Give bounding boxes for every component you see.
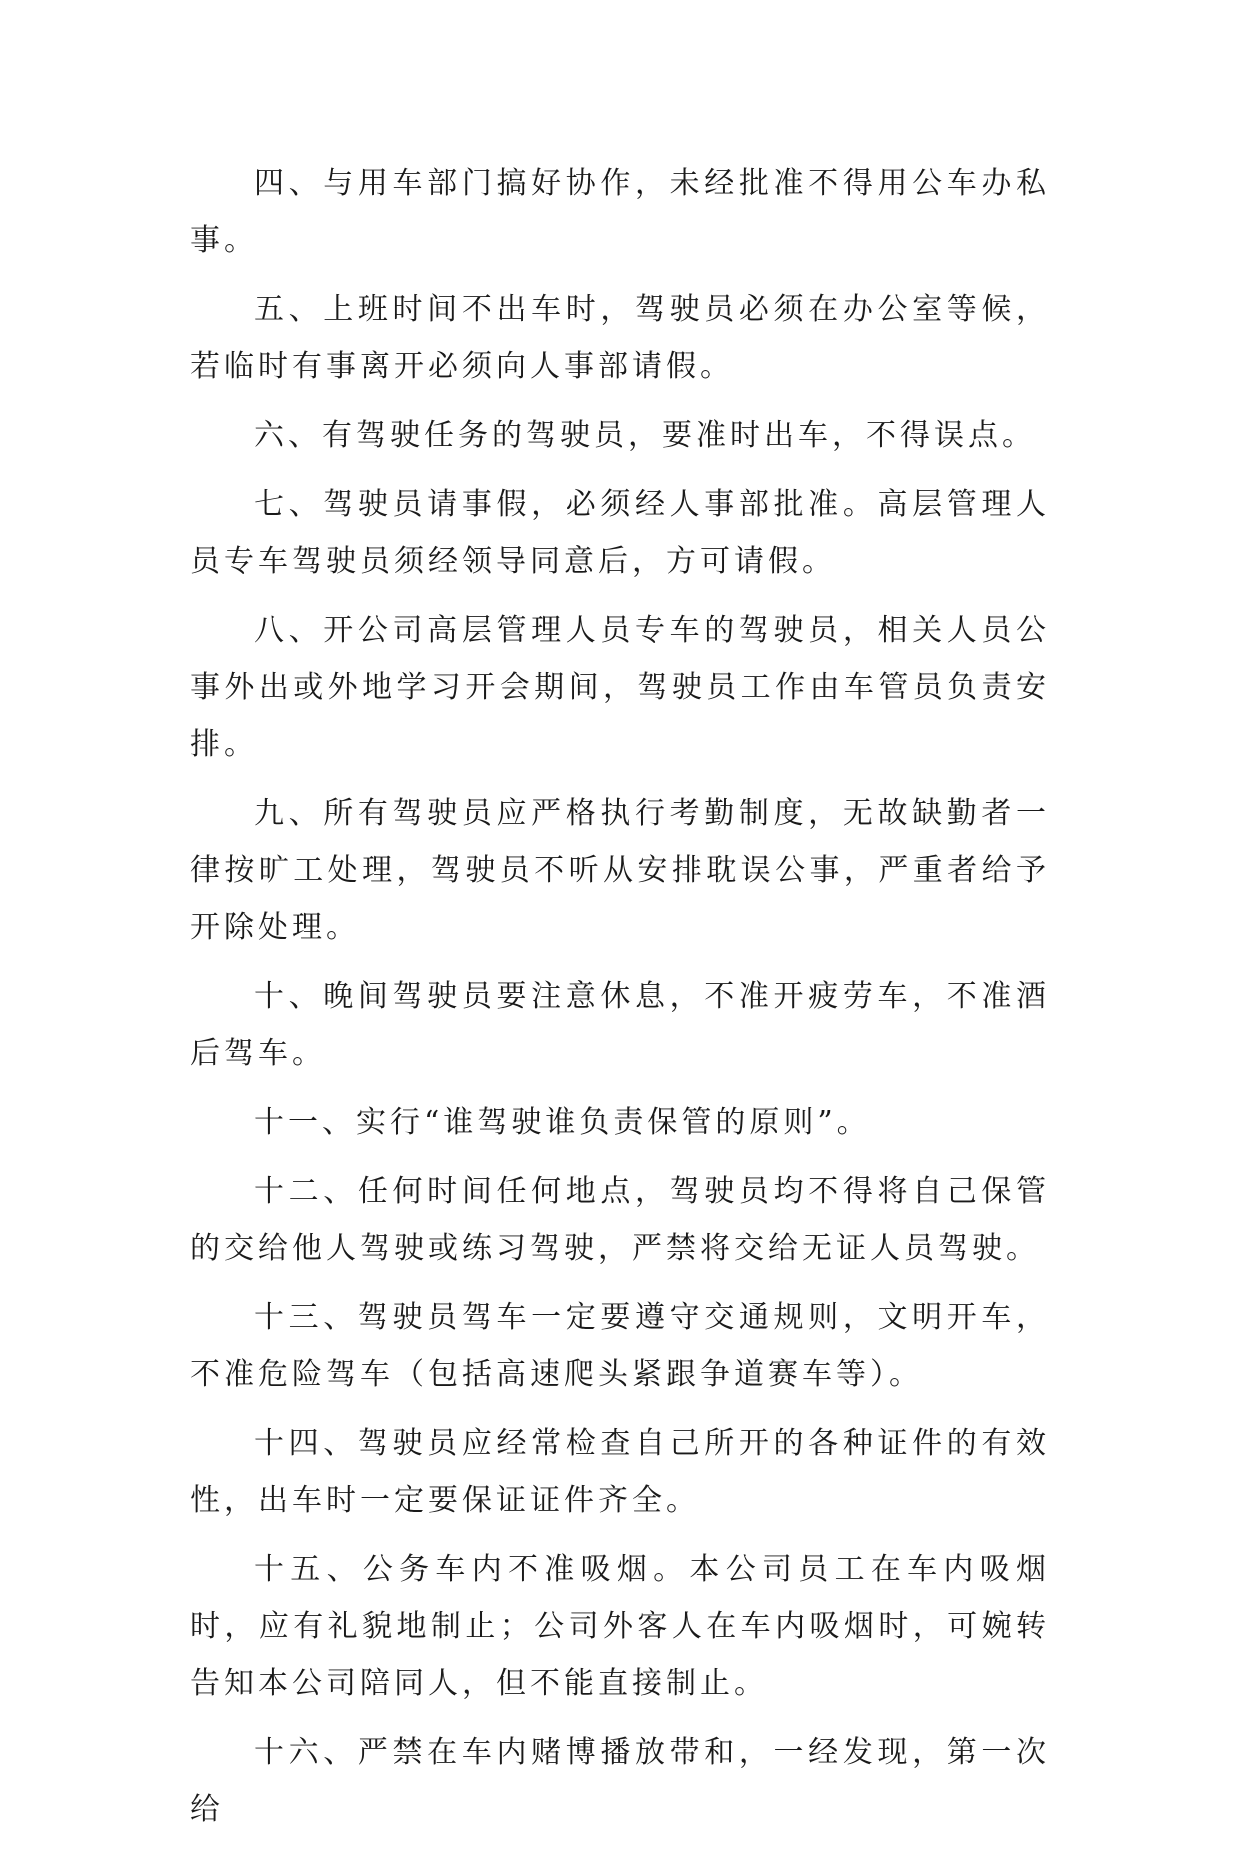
paragraph-rule-14: 十四、驾驶员应经常检查自己所开的各种证件的有效性，出车时一定要保证证件齐全。 [190,1426,1050,1518]
paragraph-rule-12: 十二、任何时间任何地点，驾驶员均不得将自己保管的交给他人驾驶或练习驾驶，严禁将交给无证人员驾驶。 [190,1174,1050,1266]
paragraph-rule-5: 五、上班时间不出车时，驾驶员必须在办公室等候，若临时有事离开必须向人事部请假。 [190,292,1050,384]
document-body [190,155,1050,1850]
paragraph-rule-8: 八、开公司高层管理人员专车的驾驶员，相关人员公事外出或外地学习开会期间，驾驶员工作由车管员负责安排。 [190,613,1050,762]
paragraph-rule-16: 十六、严禁在车内赌博播放带和，一经发现，第一次给 [190,1735,1050,1827]
paragraph-rule-9: 九、所有驾驶员应严格执行考勤制度，无故缺勤者一律按旷工处理，驾驶员不听从安排耽误公事，严重者给予开除处理。 [190,796,1050,945]
paragraph-rule-10: 十、晚间驾驶员要注意休息，不准开疲劳车，不准酒后驾车。 [190,979,1050,1071]
paragraph-rule-13: 十三、驾驶员驾车一定要遵守交通规则，文明开车，不准危险驾车（包括高速爬头紧跟争道赛车等）。 [190,1300,1050,1392]
paragraph-rule-15: 十五、公务车内不准吸烟。本公司员工在车内吸烟时，应有礼貌地制止；公司外客人在车内吸烟时，可婉转告知本公司陪同人，但不能直接制止。 [190,1552,1050,1701]
paragraph-rule-11: 十一、实行“谁驾驶谁负责保管的原则”。 [254,1105,871,1140]
paragraph-rule-7: 七、驾驶员请事假，必须经人事部批准。高层管理人员专车驾驶员须经领导同意后，方可请假。 [190,487,1050,579]
paragraph-rule-6: 六、有驾驶任务的驾驶员，要准时出车，不得误点。 [254,418,1036,453]
paragraph-rule-4: 四、与用车部门搞好协作，未经批准不得用公车办私事。 [190,166,1050,258]
